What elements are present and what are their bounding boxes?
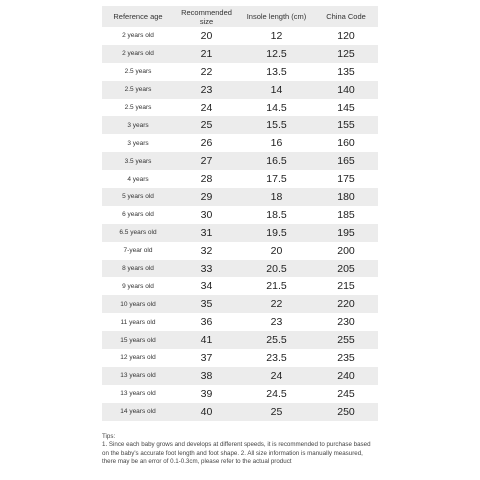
table-row [102, 403, 378, 421]
tips-section [102, 433, 378, 466]
cell-insole-length: 20 [270, 244, 283, 257]
table-row [102, 331, 378, 349]
tips-title: Tips: [102, 433, 116, 440]
cell-china-code: 175 [337, 173, 355, 186]
cell-recommended-size: 40 [200, 405, 213, 418]
cell-reference-age: 11 years old [120, 318, 156, 326]
cell-insole-length: 19.5 [266, 226, 287, 239]
table-row [102, 367, 378, 385]
cell-reference-age: 2.5 years [124, 86, 152, 94]
cell-insole-length: 18.5 [266, 208, 287, 221]
cell-insole-length: 25 [270, 405, 283, 418]
cell-china-code: 220 [337, 298, 355, 311]
cell-recommended-size: 26 [200, 137, 213, 150]
cell-recommended-size: 34 [200, 280, 213, 293]
cell-china-code: 215 [337, 280, 355, 293]
cell-china-code: 240 [337, 369, 355, 382]
table-row [102, 188, 378, 206]
cell-china-code: 205 [337, 262, 355, 275]
cell-recommended-size: 31 [200, 226, 213, 239]
table-row [102, 134, 378, 152]
cell-china-code: 120 [337, 29, 355, 42]
cell-china-code: 200 [337, 244, 355, 257]
cell-recommended-size: 35 [200, 298, 213, 311]
cell-recommended-size: 36 [200, 316, 213, 329]
header-recommended-size: Recommended size [181, 7, 232, 26]
cell-recommended-size: 21 [200, 47, 213, 60]
cell-reference-age: 13 years old [120, 372, 156, 380]
table-row [102, 99, 378, 117]
cell-insole-length: 18 [270, 190, 283, 203]
table-row [102, 27, 378, 45]
table-row [102, 295, 378, 313]
cell-reference-age: 3 years [127, 139, 149, 147]
cell-insole-length: 12.5 [266, 47, 287, 60]
cell-china-code: 125 [337, 47, 355, 60]
tips-body: 1. Since each baby grows and develops at different speeds, it is recommended to purchase based on the baby's accurate foot length and foot shape. 2. All size information is manually measured, there may be an error of 0.1-0.3cm, please refer to the actual product [102, 441, 371, 466]
table-row [102, 116, 378, 134]
cell-recommended-size: 25 [200, 119, 213, 132]
cell-reference-age: 13 years old [120, 390, 156, 398]
cell-reference-age: 15 years old [120, 336, 156, 344]
table-row [102, 224, 378, 242]
table-row [102, 170, 378, 188]
cell-insole-length: 24 [270, 369, 283, 382]
cell-china-code: 185 [337, 208, 355, 221]
cell-reference-age: 9 years old [122, 282, 154, 290]
cell-china-code: 165 [337, 155, 355, 168]
cell-china-code: 155 [337, 119, 355, 132]
table-row [102, 277, 378, 295]
cell-recommended-size: 33 [200, 262, 213, 275]
cell-china-code: 245 [337, 387, 355, 400]
table-row [102, 45, 378, 63]
cell-reference-age: 7-year old [123, 247, 153, 255]
table-row [102, 385, 378, 403]
cell-insole-length: 23 [270, 316, 283, 329]
cell-insole-length: 25.5 [266, 334, 287, 347]
cell-reference-age: 6.5 years old [119, 229, 157, 237]
table-row [102, 313, 378, 331]
header-reference-age: Reference age [113, 12, 163, 21]
cell-insole-length: 23.5 [266, 351, 287, 364]
cell-reference-age: 3.5 years [124, 157, 152, 165]
cell-reference-age: 2.5 years [124, 104, 152, 111]
header-china-code: China Code [326, 12, 366, 21]
cell-china-code: 145 [337, 101, 355, 114]
table-row [102, 242, 378, 260]
cell-insole-length: 17.5 [266, 173, 287, 186]
cell-reference-age: 3 years [127, 121, 149, 129]
cell-china-code: 180 [337, 190, 355, 203]
table-row [102, 260, 378, 278]
cell-reference-age: 14 years old [120, 408, 156, 416]
cell-insole-length: 22 [270, 298, 283, 311]
cell-recommended-size: 38 [200, 369, 213, 382]
table-row [102, 349, 378, 367]
cell-recommended-size: 29 [200, 190, 213, 203]
cell-reference-age: 2.5 years [124, 68, 152, 76]
cell-china-code: 250 [337, 405, 355, 418]
cell-recommended-size: 23 [200, 83, 213, 96]
cell-insole-length: 14 [270, 83, 283, 96]
table-row [102, 206, 378, 224]
cell-china-code: 195 [337, 226, 355, 239]
cell-insole-length: 24.5 [266, 387, 287, 400]
cell-reference-age: 4 years [127, 175, 149, 183]
cell-insole-length: 16.5 [266, 155, 287, 168]
size-table [102, 6, 378, 421]
table-row [102, 81, 378, 99]
cell-insole-length: 12 [270, 29, 283, 42]
cell-recommended-size: 22 [200, 65, 213, 78]
cell-insole-length: 15.5 [266, 119, 287, 132]
cell-china-code: 230 [337, 316, 355, 329]
cell-china-code: 160 [337, 137, 355, 150]
cell-reference-age: 6 years old [122, 211, 154, 219]
cell-reference-age: 12 years old [120, 354, 156, 362]
cell-reference-age: 2 years old [122, 32, 154, 40]
cell-insole-length: 16 [270, 137, 283, 150]
cell-china-code: 140 [337, 83, 355, 96]
cell-insole-length: 14.5 [266, 101, 287, 114]
cell-insole-length: 13.5 [266, 65, 287, 78]
cell-insole-length: 20.5 [266, 262, 287, 275]
cell-china-code: 235 [337, 351, 355, 364]
table-row [102, 63, 378, 81]
cell-insole-length: 21.5 [266, 280, 287, 293]
cell-reference-age: 5 years old [122, 193, 154, 201]
cell-recommended-size: 28 [200, 173, 213, 186]
cell-recommended-size: 30 [200, 208, 213, 221]
table-row [102, 152, 378, 170]
cell-recommended-size: 32 [200, 244, 213, 257]
cell-reference-age: 10 years old [120, 300, 156, 308]
cell-recommended-size: 41 [200, 334, 213, 347]
cell-china-code: 135 [337, 65, 355, 78]
header-insole-length: Insole length (cm) [246, 12, 307, 21]
cell-recommended-size: 37 [200, 351, 213, 364]
cell-china-code: 255 [337, 334, 355, 347]
cell-recommended-size: 39 [200, 387, 213, 400]
cell-recommended-size: 27 [200, 155, 213, 168]
cell-reference-age: 2 years old [122, 50, 154, 58]
cell-reference-age: 8 years old [122, 265, 154, 273]
cell-recommended-size: 24 [200, 101, 213, 114]
table-header-row [102, 6, 378, 27]
cell-recommended-size: 20 [200, 29, 213, 42]
